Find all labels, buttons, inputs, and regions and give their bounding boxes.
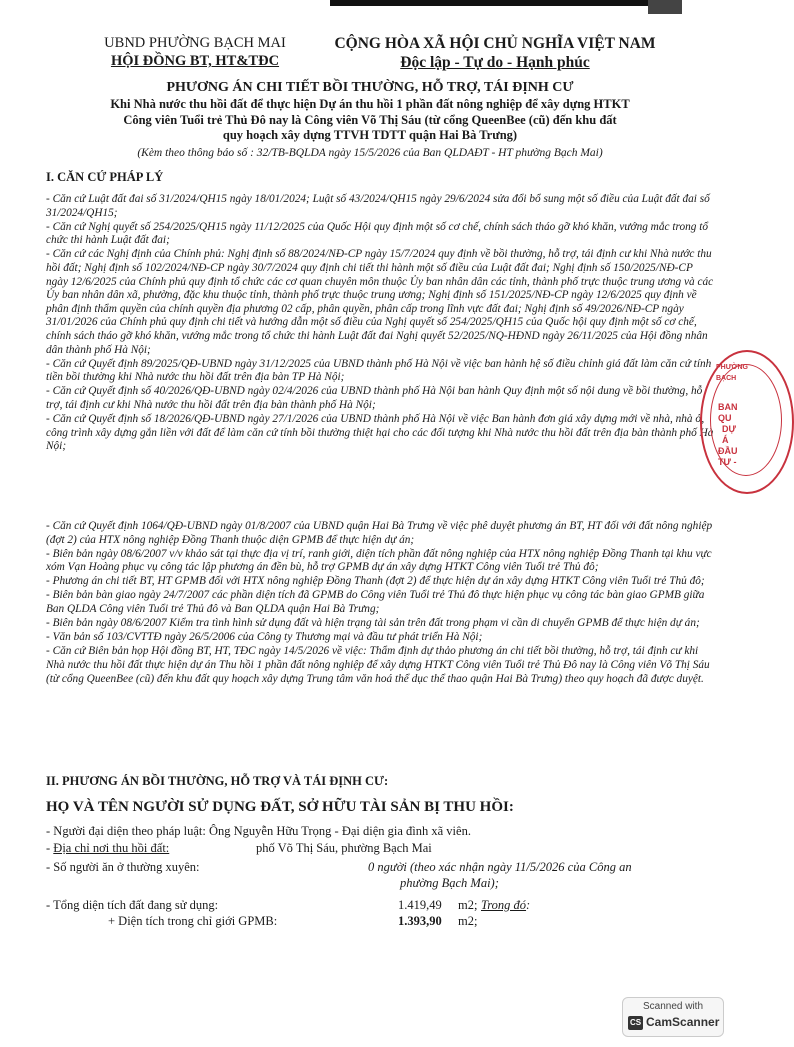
camscanner-name: CamScanner	[646, 1015, 720, 1029]
seal-text-line: DỰ Á	[722, 424, 736, 445]
owner-heading: HỌ VÀ TÊN NGƯỜI SỬ DỤNG ĐẤT, SỞ HỮU TÀI SẢN BỊ THU HỒI:	[46, 799, 514, 815]
legal-item: - Văn bản số 103/CVTTĐ ngày 26/5/2006 của Công ty Thương mại và đầu tư phát triển Hà Nội;	[46, 631, 483, 644]
legal-item: - Căn cứ Quyết định số 18/2026/QĐ-UBND ngày 27/1/2026 của UBND thành phố Hà Nội về việc Ban hành đơn giá xây dựng mới về nhà, nhà ở, công trình xây dựng gắn liền với đất để làm căn cứ tính bồi thường thiệt hại cho các đối tượng khi Nhà nước thu hồi đất trên địa bàn thành phố Hà Nội;	[46, 413, 714, 453]
section-1-title: I. CĂN CỨ PHÁP LÝ	[46, 170, 164, 184]
total-area-unit: m2;	[458, 898, 478, 912]
gpmb-area-value: 1.393,90	[398, 914, 442, 928]
occupants-value-cont: phường Bạch Mai);	[400, 876, 499, 890]
legal-item: - Biên bản ngày 08/6/2007 v/v khảo sát tại thực địa vị trí, ranh giới, diện tích phần đất nông nghiệp của HTX nông nghiệp Đồng Thanh tại khu vực xóm Vạn Hoàng phục vụ công tác lập phương án đền bù, hỗ trợ GPMB dự án xây dựng HTKT Công viên Tuổi trẻ Thủ đô;	[46, 547, 712, 574]
legal-item: - Biên bản bàn giao ngày 24/7/2007 các phần diện tích đã GPMB do Công viên Tuổi trẻ Thủ đô thực hiện phục vụ công tác bàn giao GPMB giữa Ban QLDA Công viên Tuổi trẻ Thủ đô và Ban QLDA quận Hai Bà Trưng;	[46, 589, 705, 616]
scan-top-mark	[648, 0, 682, 14]
legal-item: - Căn cứ Nghị quyết số 254/2025/QH15 ngày 11/12/2025 của Quốc Hội quy định một số cơ chế, chính sách tháo gỡ khó khăn, vướng mắc trong tổ chức thi hành Luật đất đai;	[46, 220, 709, 247]
total-area-label: Tổng diện tích đất đang sử dụng:	[53, 898, 219, 912]
legal-item: - Phương án chi tiết BT, HT GPMB đối với HTX nông nghiệp Đồng Thanh (đợt 2) để thực hiện dự án xây dựng HTKT Công viên Tuổi trẻ Thủ đô;	[46, 575, 705, 588]
country-name: CỘNG HÒA XÃ HỘI CHỦ NGHĨA VIỆT NAM	[334, 35, 656, 52]
header-left	[70, 34, 320, 70]
scan-top-bar	[330, 0, 682, 6]
header-right	[330, 34, 660, 72]
attachment-note: (Kèm theo thông báo số : 32/TB-BQLDA ngày 15/5/2026 của Ban QLDAĐT - HT phường Bạch Mai)	[137, 147, 603, 159]
total-area-row: - Tổng diện tích đất đang sử dụng:	[46, 898, 219, 912]
address-label: Địa chỉ nơi thu hồi đất:	[53, 841, 170, 855]
legal-bases-1	[46, 193, 714, 454]
gpmb-area-unit: m2;	[458, 914, 478, 928]
country-motto: Độc lập - Tự do - Hạnh phúc	[400, 54, 590, 71]
occupants-label-row: - Số người ăn ở thường xuyên:	[46, 860, 200, 874]
seal-text-line: BAN QU	[718, 402, 738, 423]
seal-ring-text: PHƯỜNG BẠCH	[716, 364, 749, 382]
org-name: UBND PHƯỜNG BẠCH MAI	[104, 35, 286, 51]
section-2-title: II. PHƯƠNG ÁN BỒI THƯỜNG, HỖ TRỢ VÀ TÁI ĐỊNH CƯ:	[46, 774, 389, 788]
total-area-value: 1.419,49	[398, 898, 442, 912]
dept-name: HỘI ĐỒNG BT, HT&TĐC	[110, 53, 280, 69]
legal-item: - Căn cứ Luật đất đai số 31/2024/QH15 ngày 18/01/2024; Luật số 43/2024/QH15 ngày 29/6/2024 sửa đổi bổ sung một số điều của Luật đất đai số 31/2024/QH15;	[46, 193, 710, 219]
address-row: - Địa chỉ nơi thu hồi đất:	[46, 841, 170, 855]
document-title: PHƯƠNG ÁN CHI TIẾT BỒI THƯỜNG, HỖ TRỢ, TÁI ĐỊNH CƯ	[166, 80, 574, 95]
seal-text-line: ĐẦU TƯ -	[718, 446, 738, 467]
subtitle-line: Công viên Tuổi trẻ Thủ Đô nay là Công viên Võ Thị Sáu (từ cổng QueenBee (cũ) đến khu đất	[123, 112, 617, 127]
legal-item: - Biên bản ngày 08/6/2007 Kiểm tra tình hình sử dụng đất và hiện trạng tài sản trên đất trong phạm vi cần di chuyển GPMB để thực hiện dự án;	[46, 617, 700, 630]
camscanner-watermark	[622, 997, 724, 1037]
document-subtitle	[70, 97, 670, 144]
legal-bases-2	[46, 520, 714, 687]
total-area-note: Trong đó	[481, 898, 527, 912]
total-area-note-wrap: Trong đó:	[481, 898, 531, 912]
scanned-with-text: Scanned with	[642, 1001, 704, 1012]
legal-item: - Căn cứ Quyết định số 40/2026/QĐ-UBND ngày 02/4/2026 của UBND thành phố Hà Nội ban hành Quy định một số nội dung về bồi thường, hỗ trợ, tái định cư khi Nhà nước thu hồi đất trên địa bàn thành phố Hà Nội;	[46, 385, 703, 411]
camscanner-logo-icon: CS	[628, 1016, 643, 1030]
subtitle-line: quy hoạch xây dựng TTVH TDTT quận Hai Bà Trưng)	[222, 128, 518, 142]
gpmb-area-label: + Diện tích trong chỉ giới GPMB:	[108, 914, 278, 928]
legal-item: - Căn cứ Quyết định 89/2025/QĐ-UBND ngày 31/12/2025 của UBND thành phố Hà Nội về việc ban hành hệ số điều chỉnh giá đất làm căn cứ tính tiền bồi thường khi Nhà nước thu hồi đất trên địa bàn TP Hà Nội;	[46, 357, 712, 384]
occupants-value: 0 người (theo xác nhận ngày 11/5/2026 của Công an	[368, 860, 632, 874]
legal-item: - Căn cứ Quyết định 1064/QĐ-UBND ngày 01/8/2007 của UBND quận Hai Bà Trưng về việc phê duyệt phương án BT, HT đối với đất nông nghiệp (đợt 2) của HTX nông nghiệp Đồng Thanh thuộc diện GPMB để thực hiện dự án;	[46, 520, 713, 546]
legal-representative: - Người đại diện theo pháp luật: Ông Nguyễn Hữu Trọng - Đại diện gia đình xã viên.	[46, 824, 471, 838]
legal-item: - Căn cứ Biên bản họp Hội đồng BT, HT, TĐC ngày 14/5/2026 về việc: Thẩm định dự thảo phương án chi tiết bồi thường, hỗ trợ, tái định cư khi Nhà nước thu hồi đất thực hiện dự án Thu hồi 1 phần đất nông nghiệp để xây dựng HTKT Công viên Tuổi trẻ Thủ Đô nay là Công viên Võ Thị Sáu (từ cổng QueenBee (cũ) đến khu đất quy hoạch xây dựng Trung tâm văn hoá thể dục thể thao quận Hai Bà Trưng) theo quy hoạch đã được duyệt.	[46, 645, 710, 685]
subtitle-line: Khi Nhà nước thu hồi đất để thực hiện Dự án thu hồi 1 phần đất nông nghiệp để xây dựng HTKT	[110, 97, 630, 111]
occupants-label: Số người ăn ở thường xuyên:	[53, 860, 200, 874]
address-value: phố Võ Thị Sáu, phường Bạch Mai	[256, 841, 432, 855]
red-seal-text	[702, 364, 749, 468]
legal-item: - Căn cứ các Nghị định của Chính phủ: Nghị định số 88/2024/NĐ-CP ngày 15/7/2024 quy định về bồi thường, hỗ trợ, tái định cư khi Nhà nước thu hồi đất; Nghị định số 102/2024/NĐ-CP ngày 30/7/2024 quy định chi tiết thi hành một số điều của Luật đất đai; Nghị định số 150/2025/NĐ-CP ngày 12/6/2025 của Chính phủ quy định tổ chức các cơ quan chuyên môn thuộc Ủy ban nhân dân các tỉnh, thành phố trực thuộc trung ương và các Ủy ban nhân dân xã, phường, đặc khu thuộc tỉnh, thành phố trực thuộc trung ương; Nghị định số 151/2025/NĐ-CP ngày 12/6/2025 quy định về phân định thẩm quyền của chính quyền địa phương 02 cấp, phân quyền, phân cấp trong lĩnh vực đất đai; Nghị định số 49/2026/NĐ-CP ngày 31/01/2026 của Chính phủ quy định chi tiết và hướng dẫn một số điều của Nghị quyết số 254/2025/QH15 của Quốc hội quy định một số cơ chế, chính sách tháo gỡ khó khăn, vướng mắc trong tổ chức thi hành Luật đất đai Nghị quyết 52/2025/NQ-HĐND ngày 26/11/2025 của Hội đồng nhân dân thành phố Hà Nội;	[46, 248, 714, 356]
